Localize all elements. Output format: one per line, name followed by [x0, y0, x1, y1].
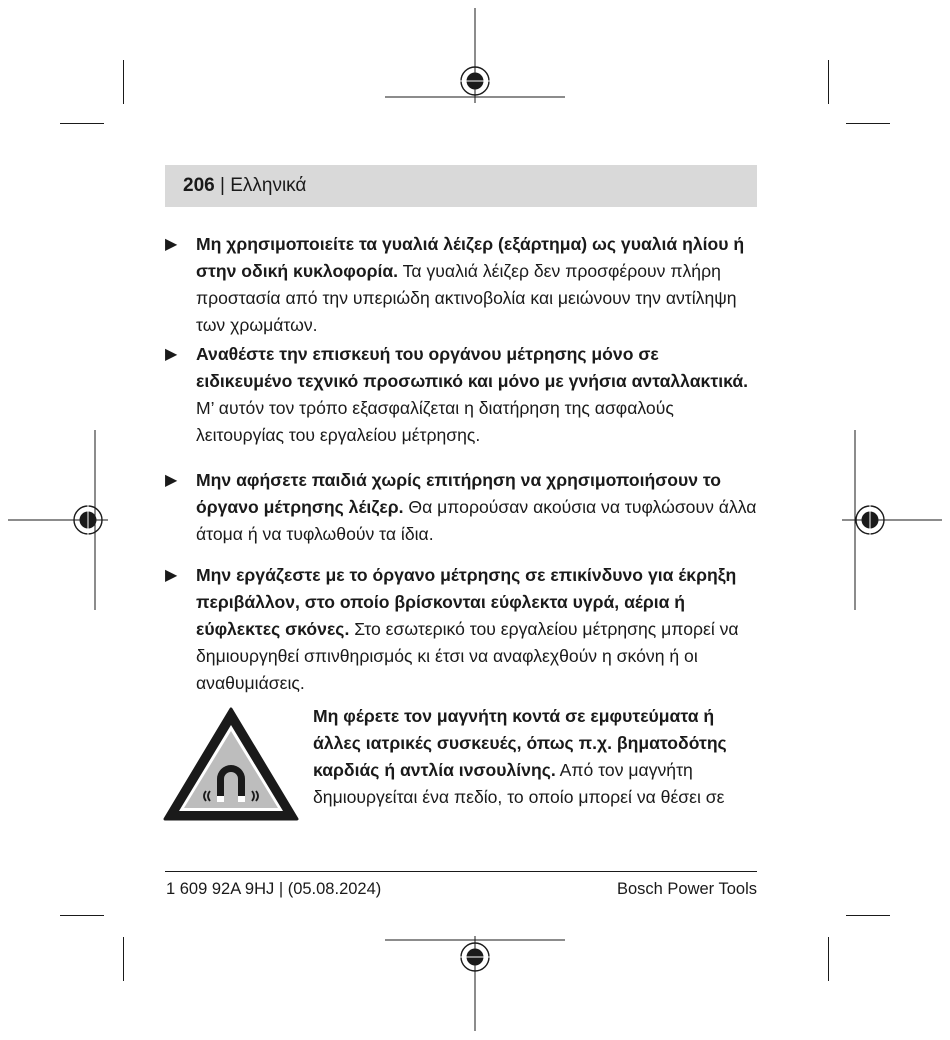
warning-bold-text: Μη φέρετε τον μαγνήτη κοντά σε εμφυτεύματα ή άλλες ιατρικές συσκευές, όπως π.χ. βηματοδότης καρδιάς ή αντλία ινσουλίνης.	[313, 706, 727, 780]
crop-mark-tl-v	[123, 60, 124, 104]
page-header	[183, 174, 306, 198]
crop-mark-tr-h	[846, 123, 890, 124]
bullet-arrow-icon: ▶	[165, 236, 178, 253]
magnet-warning-text	[313, 703, 761, 811]
crop-mark-br-h	[846, 915, 890, 916]
bullet-bold-text: Αναθέστε την επισκευή του οργάνου μέτρησης μόνο σε ειδικευμένο τεχνικό προσωπικό και μόνο με γνήσια ανταλλακτικά.	[196, 344, 749, 391]
bullet-bold-text: Μην αφήσετε παιδιά χωρίς επιτήρηση να χρησιμοποιήσουν το όργανο μέτρησης λέιζερ.	[196, 470, 722, 517]
registration-mark-left-icon	[8, 430, 108, 610]
magnet-warning-icon	[161, 705, 301, 823]
footer-doc-id: 1 609 92A 9HJ | (05.08.2024)	[166, 880, 382, 898]
bullet-arrow-icon: ▶	[165, 472, 178, 489]
safety-bullet	[165, 467, 760, 548]
footer-rule	[165, 871, 757, 872]
registration-mark-right-icon	[842, 430, 942, 610]
crop-mark-bl-v	[123, 937, 124, 981]
registration-mark-top-icon	[385, 8, 565, 103]
safety-bullet	[165, 231, 760, 339]
page-number: 206	[183, 175, 215, 196]
crop-mark-bl-h	[60, 915, 104, 916]
safety-bullet	[165, 341, 760, 449]
bullet-text: Στο εσωτερικό του εργαλείου μέτρησης μπορεί να δημιουργηθεί σπινθηρισμός κι έτσι να αναφλεχθούν η σκόνη ή οι αναθυμιάσεις.	[196, 619, 739, 693]
header-separator: |	[214, 175, 231, 196]
crop-mark-br-v	[828, 937, 829, 981]
bullet-arrow-icon: ▶	[165, 346, 178, 363]
crop-mark-tl-h	[60, 123, 104, 124]
registration-mark-bottom-icon	[385, 936, 565, 1031]
safety-bullet	[165, 562, 760, 697]
bullet-bold-text: Μην εργάζεστε με το όργανο μέτρησης σε επικίνδυνο για έκρηξη περιβάλλον, στο οποίο βρίσκονται εύφλεκτα υγρά, αέρια ή εύφλεκτες σκόνες.	[196, 565, 737, 639]
bullet-bold-text: Μη χρησιμοποιείτε τα γυαλιά λέιζερ (εξάρτημα) ως γυαλιά ηλίου ή στην οδική κυκλοφορία.	[196, 234, 745, 281]
bullet-text: Τα γυαλιά λέιζερ δεν προσφέρουν πλήρη προστασία από την υπεριώδη ακτινοβολία και μειώνουν την αντίληψη των χρωμάτων.	[196, 261, 737, 335]
bullet-arrow-icon: ▶	[165, 567, 178, 584]
section-title: Ελληνικά	[230, 175, 307, 196]
crop-mark-tr-v	[828, 60, 829, 104]
bullet-text: Θα μπορούσαν ακούσια να τυφλώσουν άλλα άτομα ή να τυφλωθούν τα ίδια.	[196, 497, 757, 544]
footer-brand: Bosch Power Tools	[616, 880, 757, 898]
bullet-text: Μ’ αυτόν τον τρόπο εξασφαλίζεται η διατήρηση της ασφαλούς λειτουργίας του εργαλείου μέτρησης.	[196, 398, 674, 445]
warning-text: Από τον μαγνήτη δημιουργείται ένα πεδίο, το οποίο μπορεί να θέσει σε	[313, 760, 725, 807]
